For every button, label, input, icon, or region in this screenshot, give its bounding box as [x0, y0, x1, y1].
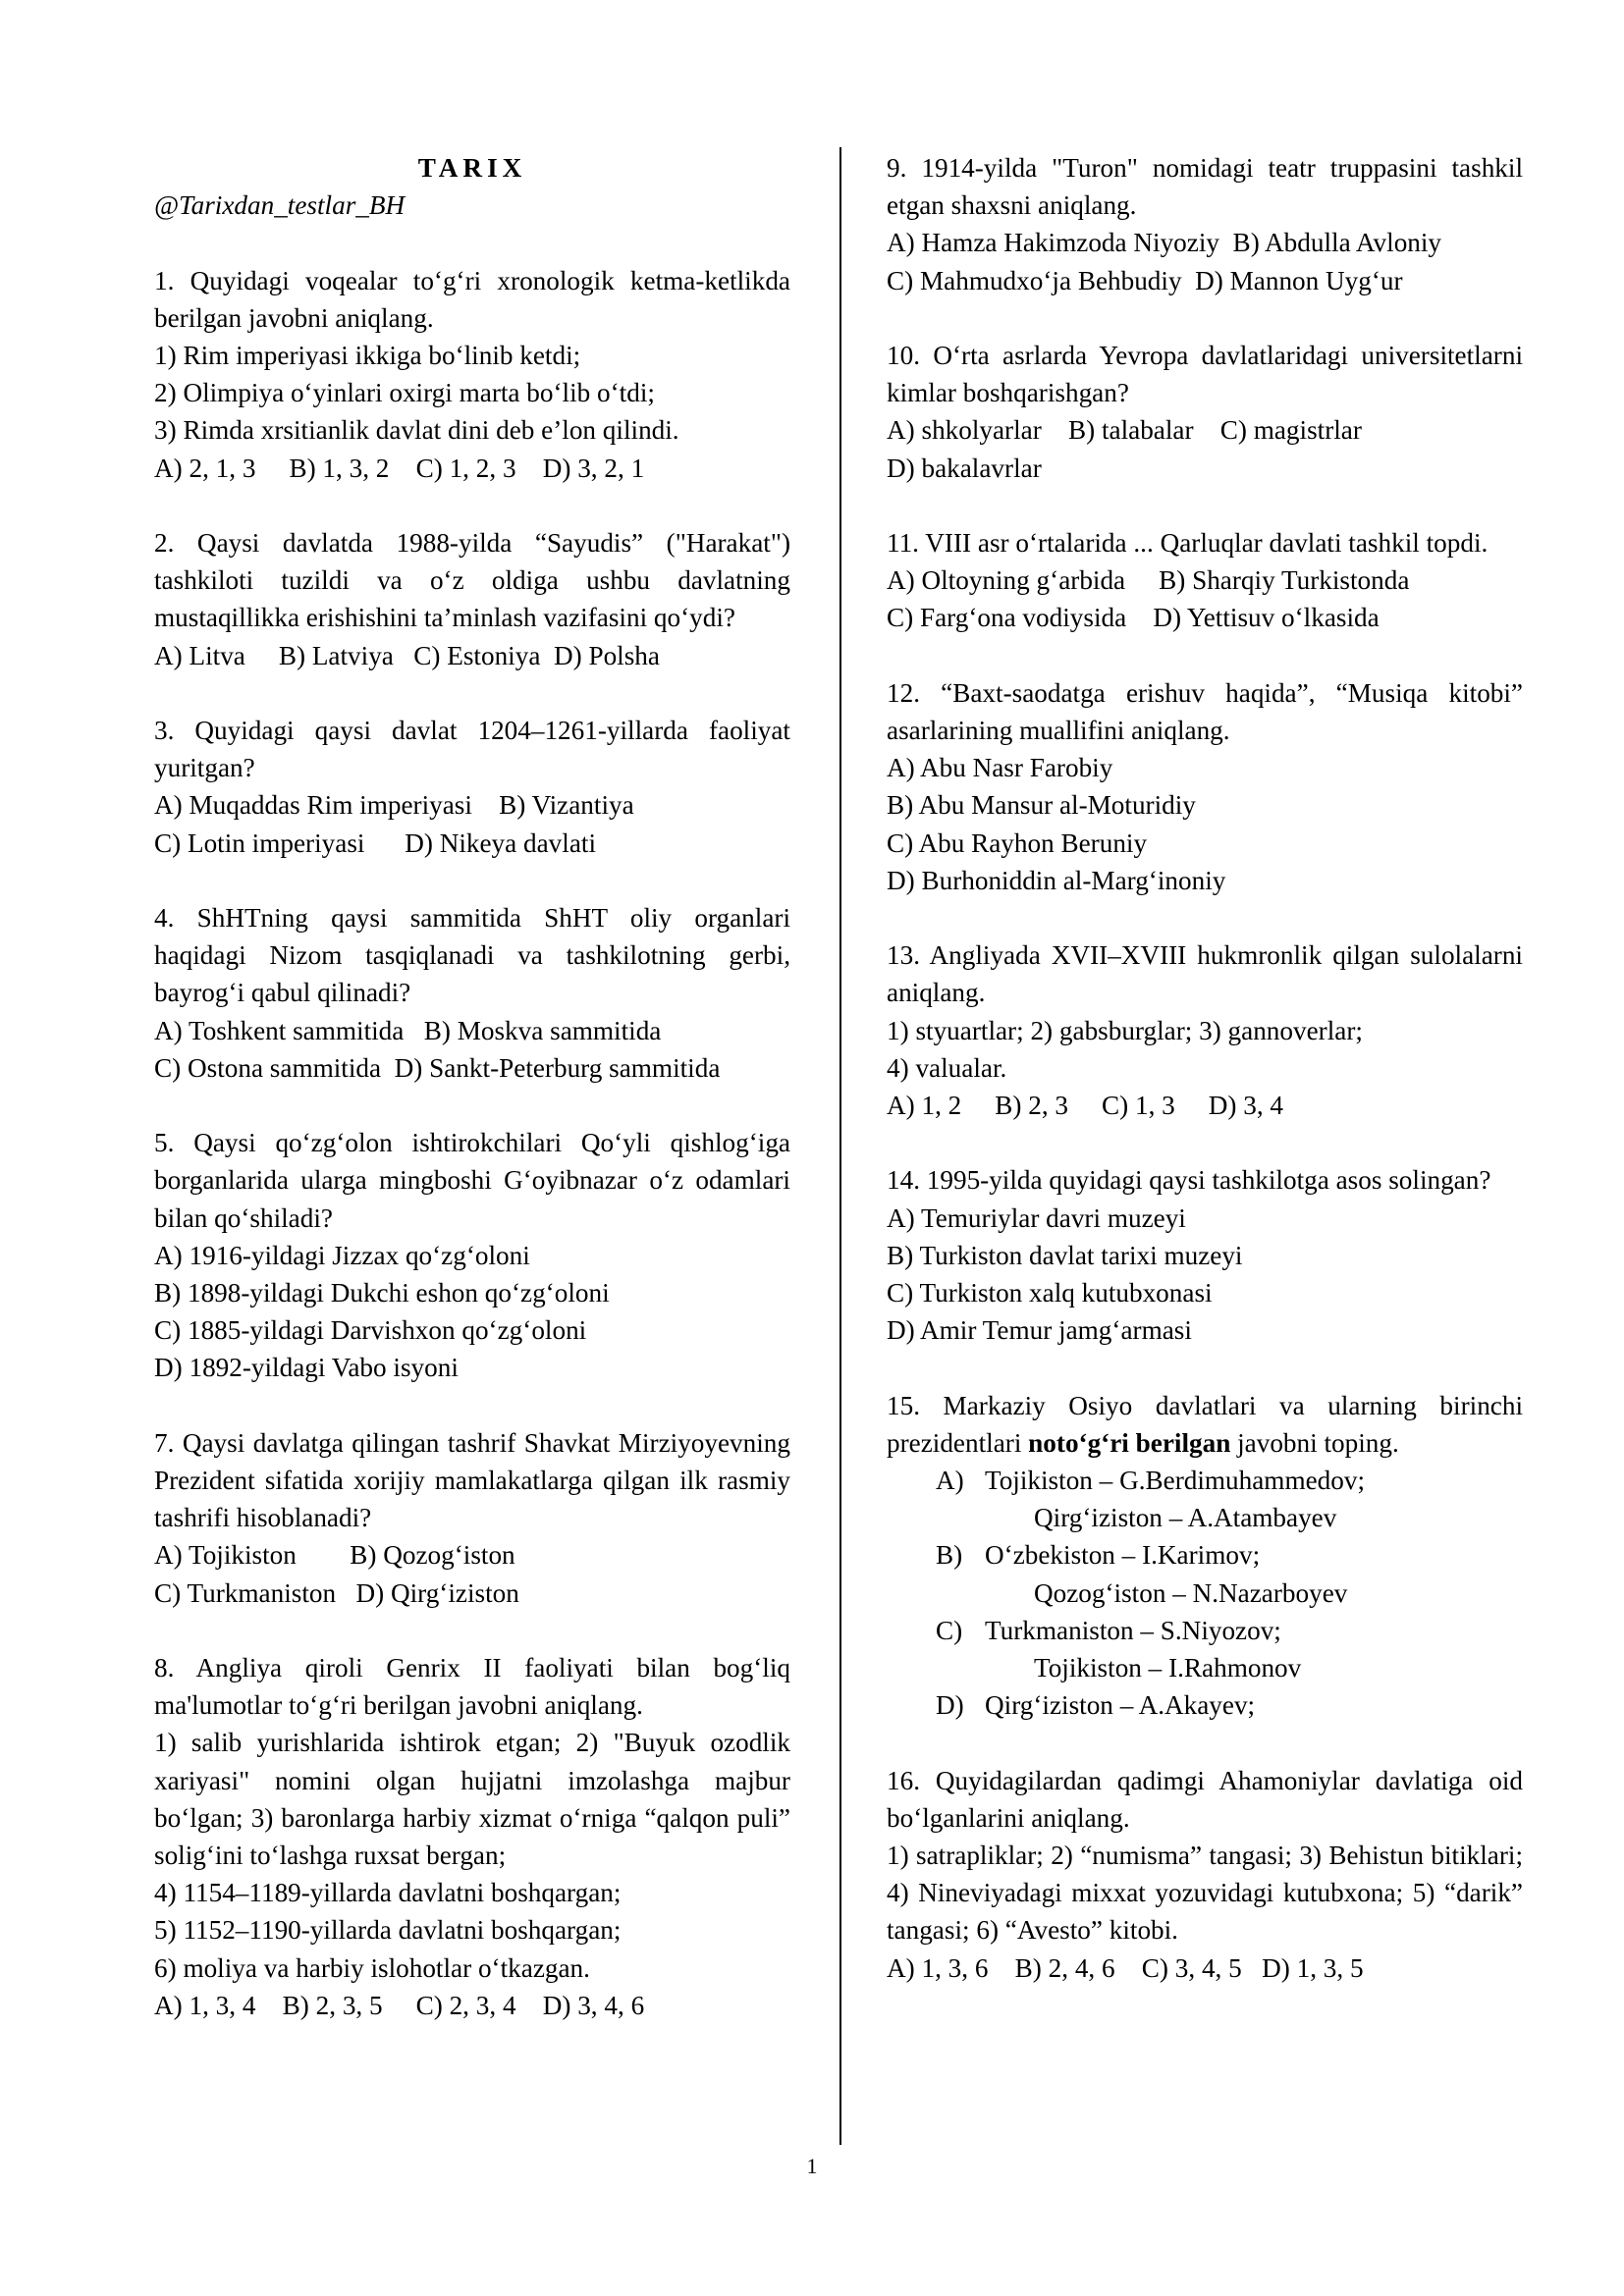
answer-options: A) Toshkent sammitida B) Moskva sammitida: [154, 1015, 662, 1045]
option-text: Turkmaniston – S.Niyozov;: [985, 1615, 1281, 1645]
answer-option: A) Temuriylar davri muzeyi: [887, 1202, 1186, 1233]
channel-handle: @Tarixdan_testlar_BH: [154, 190, 406, 221]
option-continuation: Qozog‘iston – N.Nazarboyev: [1034, 1577, 1348, 1608]
answer-options: A) 1, 3, 4 B) 2, 3, 5 C) 2, 3, 4 D) 3, 4, 6: [154, 1990, 645, 2020]
question-5: [154, 1124, 790, 1386]
question-text: 11. VIII asr o‘rtalarida ... Qarluqlar davlati tashkil topdi.: [887, 528, 1489, 558]
list-item: 5) 1152–1190-yillarda davlatni boshqargan;: [154, 1915, 622, 1946]
option-letter: A): [936, 1466, 964, 1496]
question-2: [154, 524, 790, 674]
option-letter: C): [936, 1615, 963, 1645]
answer-option: D) Amir Temur jamg‘armasi: [887, 1315, 1192, 1346]
question-text: 1. Quyidagi voqealar to‘g‘ri xronologik ketma-ketlikda berilgan javobni aniqlang.: [154, 265, 790, 333]
answer-option: [936, 1536, 1523, 1574]
question-12: [887, 674, 1523, 899]
answer-option: [936, 1612, 1523, 1649]
answer-option: C) Abu Rayhon Beruniy: [887, 828, 1148, 858]
answer-option: [936, 1462, 1523, 1499]
question-3: [154, 712, 790, 862]
question-text-end: javobni toping.: [1230, 1427, 1399, 1458]
list-item: 1) styuartlar; 2) gabsburglar; 3) gannoverlar;: [887, 1015, 1363, 1045]
question-8: [154, 1649, 790, 2024]
page-title: TARIX: [417, 153, 527, 183]
list-item: 3) Rimda xrsitianlik davlat dini deb e’lon qilindi.: [154, 415, 679, 446]
question-7: [154, 1424, 790, 1612]
answer-option: D) 1892-yildagi Vabo isyoni: [154, 1353, 459, 1383]
answer-options: A) 2, 1, 3 B) 1, 3, 2 C) 1, 2, 3 D) 3, 2, 1: [154, 453, 645, 483]
answer-options: C) Lotin imperiyasi D) Nikeya davlati: [154, 828, 597, 858]
question-16: [887, 1762, 1523, 1987]
emphasis-text: noto‘g‘ri berilgan: [1028, 1427, 1231, 1458]
question-14: [887, 1161, 1523, 1349]
question-text: 13. Angliyada XVII–XVIII hukmronlik qilgan sulolalarni aniqlang.: [887, 940, 1523, 1008]
option-text: Qirg‘iziston – A.Akayev;: [985, 1690, 1256, 1721]
answer-options: A) 1, 2 B) 2, 3 C) 1, 3 D) 3, 4: [887, 1091, 1284, 1121]
column-divider: [839, 147, 841, 2145]
question-text-start: 15. Markaziy Osiyo davlatlari va ularning birinchi prezidentlari: [887, 1390, 1523, 1458]
answer-options: A) Muqaddas Rim imperiyasi B) Vizantiya: [154, 790, 634, 821]
answer-option-list: [887, 1462, 1523, 1724]
answer-options: C) Turkmaniston D) Qirg‘iziston: [154, 1577, 519, 1608]
question-text: 8. Angliya qiroli Genrix II faoliyati bilan bog‘liq ma'lumotlar to‘g‘ri berilgan javobni aniqlang.: [154, 1653, 790, 1721]
answer-options: A) Oltoyning g‘arbida B) Sharqiy Turkistonda: [887, 565, 1410, 596]
answer-options: A) shkolyarlar B) talabalar C) magistrlar: [887, 415, 1362, 446]
question-text: 7. Qaysi davlatga qilingan tashrif Shavkat Mirziyoyevning Prezident sifatida xorijiy mamlakatlarga qilgan ilk rasmiy tashrifi hisoblanadi?: [154, 1427, 790, 1533]
list-item: 2) Olimpiya o‘yinlari oxirgi marta bo‘lib o‘tdi;: [154, 378, 655, 408]
question-text: 4. ShHTning qaysi sammitida ShHT oliy organlari haqidagi Nizom tasqiqlanadi va tashkilotning gerbi, bayrog‘i qabul qilinadi?: [154, 903, 790, 1008]
answer-options: C) Farg‘ona vodiysida D) Yettisuv o‘lkasida: [887, 603, 1380, 633]
answer-options: A) Hamza Hakimzoda Niyoziy B) Abdulla Avloniy: [887, 228, 1442, 258]
answer-option: C) 1885-yildagi Darvishxon qo‘zg‘oloni: [154, 1315, 587, 1346]
question-body: 1) satrapliklar; 2) “numisma” tangasi; 3) Behistun bitiklari; 4) Nineviyadagi mixxat yozuvidagi kutubxona; 5) “darik” tangasi; 6) “Avesto” kitobi.: [887, 1841, 1523, 1946]
answer-option: B) 1898-yildagi Dukchi eshon qo‘zg‘oloni: [154, 1278, 610, 1308]
answer-options: A) Tojikiston B) Qozog‘iston: [154, 1540, 515, 1571]
option-text: Tojikiston – G.Berdimuhammedov;: [985, 1466, 1365, 1496]
question-13: [887, 936, 1523, 1124]
answer-option: C) Turkiston xalq kutubxonasi: [887, 1278, 1213, 1308]
list-item: 4) valualar.: [887, 1052, 1007, 1083]
question-text: 2. Qaysi davlatda 1988-yilda “Sayudis” ("Harakat") tashkiloti tuzildi va o‘z oldiga ushbu davlatning mustaqillikka erishishini ta’minlash vazifasini qo‘ydi?: [154, 528, 790, 633]
question-15: [887, 1387, 1523, 1725]
answer-option: B) Abu Mansur al-Moturidiy: [887, 790, 1196, 821]
question-9: [887, 149, 1523, 299]
question-text: 16. Quyidagilardan qadimgi Ahamoniylar davlatiga oid bo‘lganlarini aniqlang.: [887, 1765, 1523, 1833]
question-10: [887, 337, 1523, 487]
list-item: 6) moliya va harbiy islohotlar o‘tkazgan.: [154, 1952, 590, 1983]
list-item: 4) 1154–1189-yillarda davlatni boshqargan;: [154, 1878, 622, 1908]
option-letter: B): [936, 1540, 963, 1571]
question-4: [154, 899, 790, 1087]
question-text: [887, 1387, 1523, 1462]
answer-options: C) Mahmudxo‘ja Behbudiy D) Mannon Uyg‘ur: [887, 265, 1403, 295]
option-continuation: Qirg‘iziston – A.Atambayev: [1034, 1503, 1337, 1533]
question-text: 14. 1995-yilda quyidagi qaysi tashkilotga asos solingan?: [887, 1165, 1491, 1196]
left-column: [154, 149, 790, 2061]
answer-options: C) Ostona sammitida D) Sankt-Peterburg sammitida: [154, 1052, 721, 1083]
question-text: 9. 1914-yilda "Turon" nomidagi teatr truppasini tashkil etgan shaxsni aniqlang.: [887, 153, 1523, 221]
page-number: 1: [806, 2154, 818, 2178]
answer-options: A) 1, 3, 6 B) 2, 4, 6 C) 3, 4, 5 D) 1, 3, 5: [887, 1952, 1364, 1983]
question-1: [154, 262, 790, 487]
question-text: 5. Qaysi qo‘zg‘olon ishtirokchilari Qo‘yli qishlog‘iga borganlarida ularga mingboshi G‘oyibnazar o‘z odamlari bilan qo‘shiladi?: [154, 1128, 790, 1233]
answer-option: D) Burhoniddin al-Marg‘inoniy: [887, 865, 1226, 895]
question-text: 12. “Baxt-saodatga erishuv haqida”, “Musiqa kitobi” asarlarining muallifini aniqlang.: [887, 677, 1523, 745]
question-text: 3. Quyidagi qaysi davlat 1204–1261-yillarda faoliyat yuritgan?: [154, 716, 790, 783]
answer-option: A) Abu Nasr Farobiy: [887, 753, 1113, 783]
answer-option: [936, 1686, 1523, 1724]
question-text: 10. O‘rta asrlarda Yevropa davlatlaridagi universitetlarni kimlar boshqarishgan?: [887, 341, 1523, 408]
option-letter: D): [936, 1690, 964, 1721]
right-column: [887, 149, 1523, 2024]
answer-options: D) bakalavrlar: [887, 453, 1042, 483]
answer-option: B) Turkiston davlat tarixi muzeyi: [887, 1240, 1243, 1270]
list-item: 1) Rim imperiyasi ikkiga bo‘linib ketdi;: [154, 341, 581, 370]
option-text: O‘zbekiston – I.Karimov;: [985, 1540, 1261, 1571]
question-11: [887, 524, 1523, 637]
answer-options: A) Litva B) Latviya C) Estoniya D) Polsha: [154, 640, 660, 670]
option-continuation: Tojikiston – I.Rahmonov: [1034, 1653, 1302, 1683]
question-body: 1) salib yurishlarida ishtirok etgan; 2) "Buyuk ozodlik xariyasi" nomini olgan hujjatni imzolashga majbur bo‘lgan; 3) baronlarga harbiy xizmat o‘rniga “qalqon puli” solig‘ini to‘lashga ruxsat bergan;: [154, 1728, 790, 1871]
answer-option: A) 1916-yildagi Jizzax qo‘zg‘oloni: [154, 1240, 530, 1270]
